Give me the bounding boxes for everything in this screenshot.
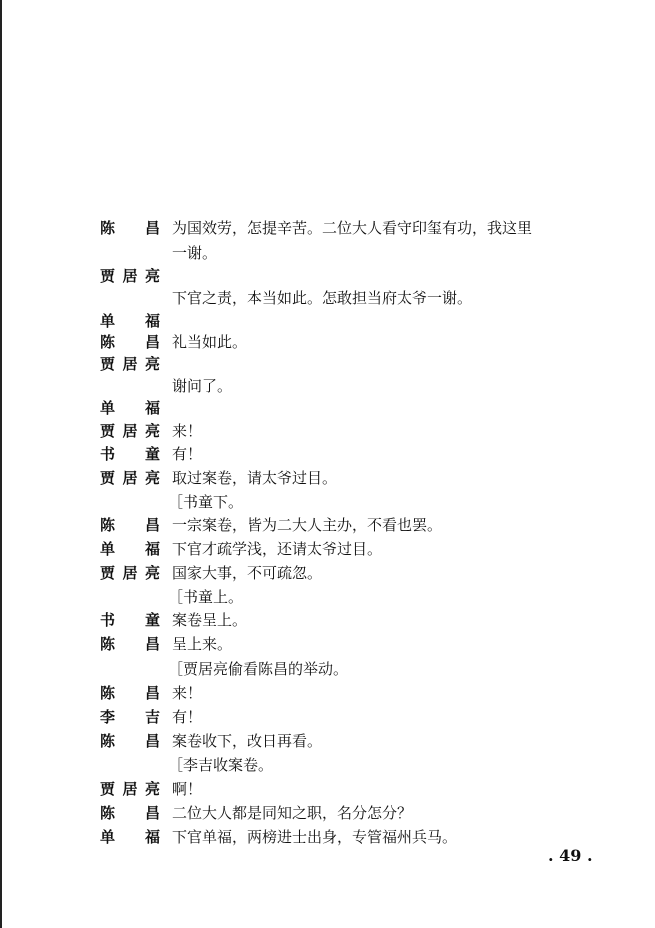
speaker-name: 单 福	[100, 828, 160, 846]
speaker-name: 陈 昌	[100, 516, 160, 534]
script-line	[0, 420, 655, 442]
dialogue-text: 案卷收下，改日再看。	[172, 732, 323, 750]
dialogue-text: 国家大事，不可疏忽。	[172, 564, 323, 582]
speaker-name: 贾 居 亮	[100, 780, 160, 798]
script-line	[0, 242, 655, 264]
script-line	[0, 310, 655, 332]
speaker-name: 陈 昌	[100, 219, 160, 237]
stage-direction: ［书童上。	[168, 588, 244, 606]
speaker-name: 贾 居 亮	[100, 422, 160, 440]
speaker-name: 贾 居 亮	[100, 469, 160, 487]
speaker-name: 陈 昌	[100, 804, 160, 822]
dialogue-text: 有！	[172, 445, 203, 463]
speaker-name: 贾 居 亮	[100, 355, 160, 373]
script-line	[0, 826, 655, 848]
speaker-name: 单 福	[100, 540, 160, 558]
script-line	[0, 658, 655, 680]
script-line	[0, 353, 655, 375]
dialogue-text: 礼当如此。	[172, 333, 248, 351]
dialogue-text: 啊！	[172, 780, 203, 798]
script-line	[0, 514, 655, 536]
dialogue-text: 呈上来。	[172, 635, 233, 653]
script-line	[0, 287, 655, 309]
stage-direction: ［书童下。	[168, 493, 244, 511]
dialogue-text: 有！	[172, 708, 203, 726]
dialogue-text: 二位大人都是同知之职，名分怎分？	[172, 804, 413, 822]
dialogue-text: 案卷呈上。	[172, 611, 248, 629]
dialogue-text: 下官之责，本当如此。怎敢担当府太爷一谢。	[172, 289, 473, 307]
script-line	[0, 778, 655, 800]
speaker-name: 陈 昌	[100, 333, 160, 351]
dialogue-text: 一宗案卷，皆为二大人主办，不看也罢。	[172, 516, 443, 534]
script-line	[0, 633, 655, 655]
dialogue-text: 一谢。	[172, 244, 218, 262]
speaker-name: 贾 居 亮	[100, 564, 160, 582]
script-line	[0, 397, 655, 419]
page-number: . 49 .	[548, 846, 593, 865]
speaker-name: 书 童	[100, 611, 160, 629]
script-line	[0, 609, 655, 631]
script-line	[0, 375, 655, 397]
dialogue-text: 下官单福，两榜进士出身，专管福州兵马。	[172, 828, 458, 846]
script-line	[0, 682, 655, 704]
script-line	[0, 802, 655, 824]
script-line	[0, 586, 655, 608]
dialogue-text: 为国效劳，怎提辛苦。二位大人看守印玺有功，我这里	[172, 219, 533, 237]
script-line	[0, 754, 655, 776]
speaker-name: 单 福	[100, 312, 160, 330]
speaker-name: 单 福	[100, 399, 160, 417]
speaker-name: 贾 居 亮	[100, 267, 160, 285]
stage-direction: ［李吉收案卷。	[168, 756, 274, 774]
dialogue-text: 下官才疏学浅，还请太爷过目。	[172, 540, 383, 558]
speaker-name: 陈 昌	[100, 732, 160, 750]
speaker-name: 书 童	[100, 445, 160, 463]
dialogue-text: 来！	[172, 684, 203, 702]
dialogue-text: 谢问了。	[172, 377, 233, 395]
dialogue-text: 来！	[172, 422, 203, 440]
speaker-name: 陈 昌	[100, 635, 160, 653]
script-line	[0, 331, 655, 353]
script-line	[0, 265, 655, 287]
script-line	[0, 443, 655, 465]
script-line	[0, 730, 655, 752]
script-line	[0, 538, 655, 560]
script-line	[0, 562, 655, 584]
script-line	[0, 467, 655, 489]
script-line	[0, 491, 655, 513]
script-line	[0, 217, 655, 239]
script-line	[0, 706, 655, 728]
dialogue-text: 取过案卷，请太爷过目。	[172, 469, 338, 487]
speaker-name: 李 吉	[100, 708, 160, 726]
stage-direction: ［贾居亮偷看陈昌的举动。	[168, 660, 349, 678]
speaker-name: 陈 昌	[100, 684, 160, 702]
